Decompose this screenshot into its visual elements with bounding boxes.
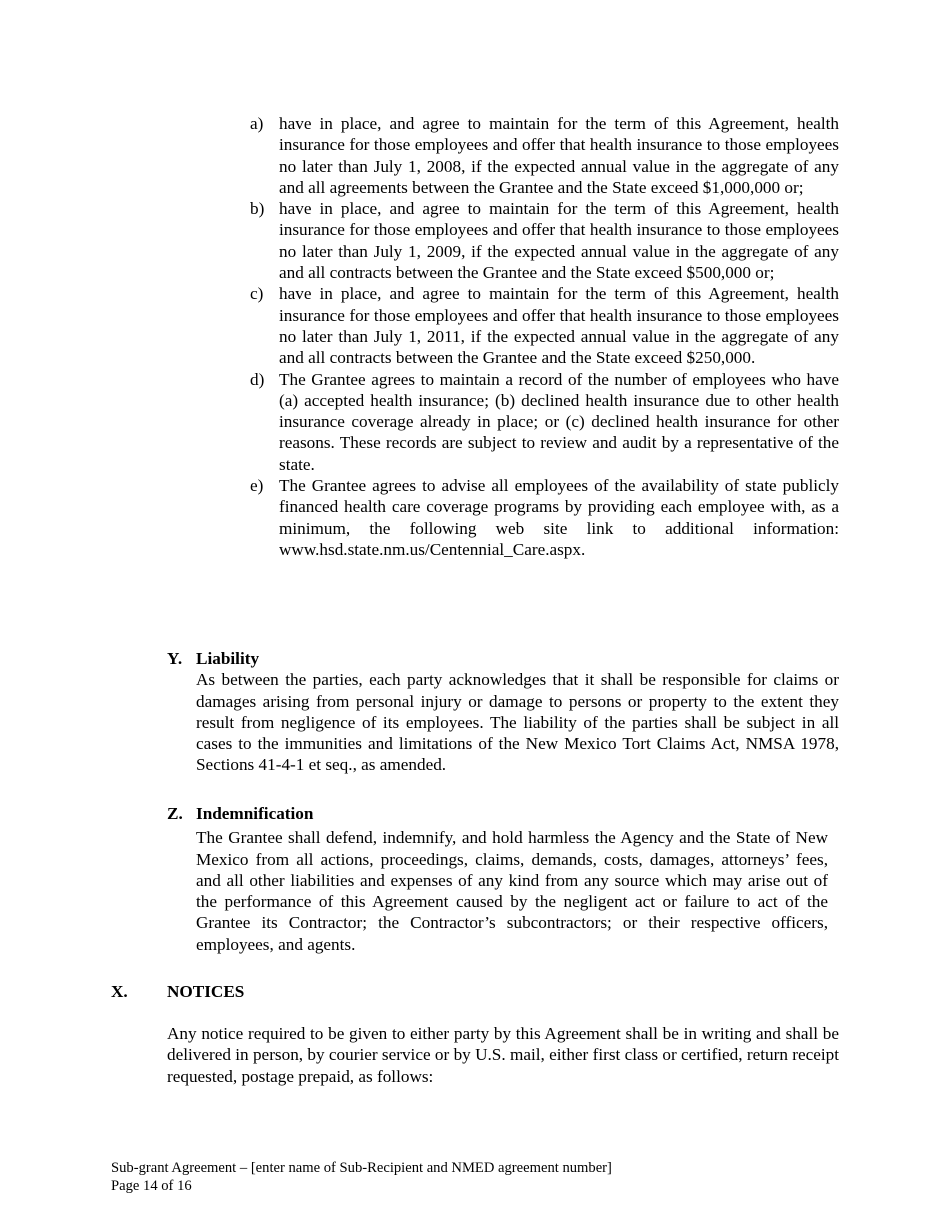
section-title: Indemnification [196,804,314,823]
list-marker: b) [250,199,265,219]
footer-agreement-line: Sub-grant Agreement – [enter name of Sub-Recipient and NMED agreement number] [111,1160,612,1176]
notices-body: Any notice required to be given to either party by this Agreement shall be in writing and shall be delivered in person, by courier service or by U.S. mail, either first class or certified, return receipt requested, postage prepaid, as follows: [167,1024,839,1086]
page-footer [111,1160,612,1195]
section-title: Liability [196,649,260,668]
indemnification-heading [167,803,828,824]
list-item [250,198,839,283]
indemnification-section [167,803,828,955]
indemnification-body: The Grantee shall defend, indemnify, and hold harmless the Agency and the State of New Mexico from all actions, proceedings, claims, demands, costs, damages, attorneys’ fees, and all other liabilities and expenses of any kind from any source which may arise out of the performance of this Agreement caused by the negligent act or failure to act of the Grantee its Contractor; the Contractor’s subcontractors; or their respective officers, employees, and agents. [196,828,828,954]
health-insurance-list [250,113,839,560]
liability-body: As between the parties, each party acknowledges that it shall be responsible for claims or damages arising from personal injury or damage to persons or property to the extent they result from negligence of its employees. The liability of the parties shall be subject in all cases to the immunities and limitations of the New Mexico Tort Claims Act, NMSA 1978, Sections 41-4-1 et seq., as amended. [196,670,839,775]
notices-heading [111,981,244,1002]
list-item-text: have in place, and agree to maintain for the term of this Agreement, health insurance for those employees and offer that health insurance to those employees no later than July 1, 2008, if the expected annual value in the aggregate of any and all agreements between the Grantee and the State exceed $1,000,000 or; [279,114,839,197]
list-item-text: The Grantee agrees to maintain a record of the number of employees who have (a) accepted health insurance; (b) declined health insurance due to other health insurance coverage already in place; or (c) declined health insurance for other reasons. These records are subject to review and audit by a representative of the state. [279,369,839,474]
list-item [250,475,839,560]
list-item-text: have in place, and agree to maintain for the term of this Agreement, health insurance for those employees and offer that health insurance to those employees no later than July 1, 2009, if the expected annual value in the aggregate of any and all contracts between the Grantee and the State exceed $500,000 or; [279,199,839,283]
list-marker: c) [250,284,264,304]
list-item [250,113,839,198]
list-item [250,283,839,368]
section-letter: Y. [167,649,183,668]
list-item [250,369,839,475]
liability-section [167,648,839,776]
list-marker: d) [250,369,265,389]
list-item-text: have in place, and agree to maintain for the term of this Agreement, health insurance for those employees and offer that health insurance to those employees no later than July 1, 2011, if the expected annual value in the aggregate of any and all contracts between the Grantee and the State exceed $250,000. [279,284,839,368]
list-marker: e) [250,476,264,496]
notices-title: NOTICES [167,982,245,1001]
footer-page-number: Page 14 of 16 [111,1177,192,1194]
notices-number: X. [111,982,128,1001]
section-letter: Z. [167,804,183,823]
liability-heading [167,648,839,669]
list-marker: a) [250,114,264,133]
list-item-text: The Grantee agrees to advise all employees of the availability of state publicly financed health care coverage programs by providing each employee with, as a minimum, the following web site link to additional information: www.hsd.state.nm.us/Centennial_Care.aspx. [279,476,839,559]
